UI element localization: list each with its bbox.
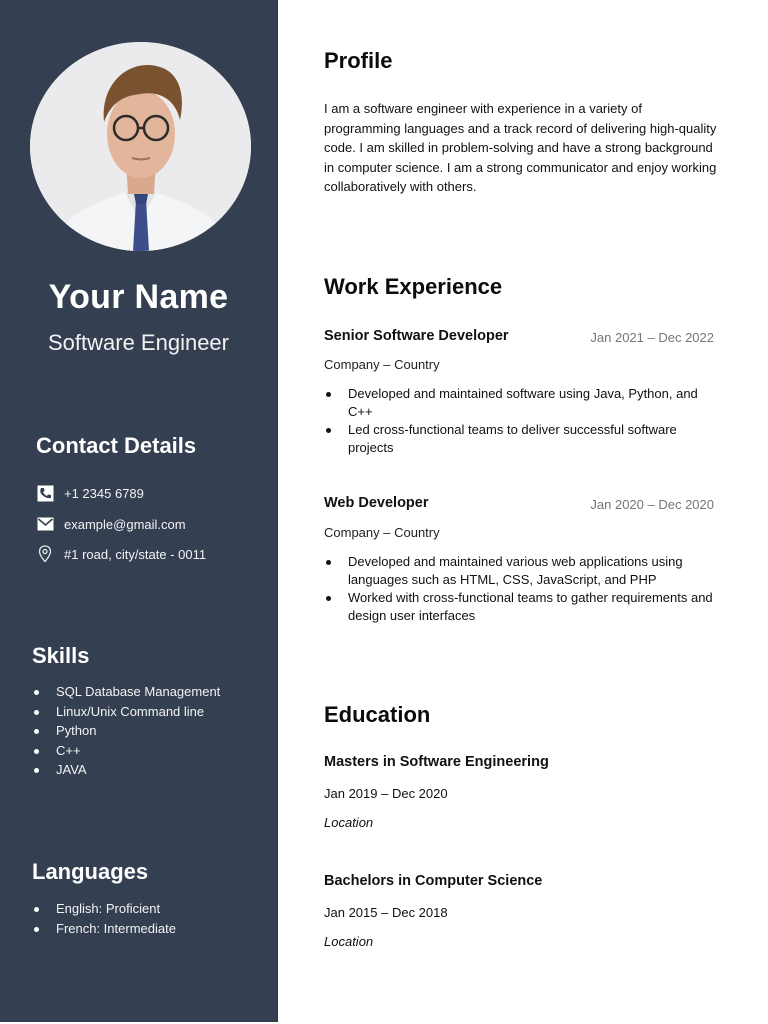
- skills-list: [32, 682, 220, 780]
- languages-list: [32, 899, 176, 938]
- email-icon: [36, 515, 54, 533]
- languages-heading: Languages: [32, 859, 149, 884]
- contact-address-text: #1 road, city/state - 0011: [64, 546, 207, 562]
- contact-heading: Contact Details: [36, 433, 197, 458]
- job-title: Senior Software Developer: [324, 328, 509, 344]
- job-company: Company – Country: [324, 525, 440, 540]
- job-dates: Jan 2021 – Dec 2022: [590, 330, 714, 345]
- education-degree: Masters in Software Engineering: [324, 754, 549, 770]
- skills-heading: Skills: [32, 643, 90, 668]
- education-heading: Education: [324, 702, 431, 727]
- job-title: Web Developer: [324, 495, 429, 511]
- skill-item: Python: [32, 721, 220, 741]
- profile-heading: Profile: [324, 48, 393, 73]
- job-bullet: Worked with cross-functional teams to gather requirements and design user interfaces: [324, 589, 719, 625]
- language-item: English: Proficient: [32, 899, 176, 919]
- job-dates: Jan 2020 – Dec 2020: [590, 497, 714, 512]
- job-bullets: [324, 385, 719, 457]
- profile-photo: [30, 42, 251, 251]
- sidebar: [0, 0, 278, 1022]
- job-company: Company – Country: [324, 357, 440, 372]
- candidate-title: Software Engineer: [48, 330, 229, 355]
- profile-summary: I am a software engineer with experience in a variety of programming languages and a track record of delivering high-quality code. I am skilled in problem-solving and have a strong background in computer science. I am a strong communicator and enjoy working collaboratively with others.: [324, 101, 717, 194]
- contact-email: [36, 515, 186, 533]
- education-dates: Jan 2015 – Dec 2018: [324, 905, 448, 920]
- location-pin-icon: [36, 545, 54, 563]
- job-bullet: Developed and maintained various web applications using languages such as HTML, CSS, JavaScript, and PHP: [324, 553, 719, 589]
- contact-address: [36, 545, 206, 563]
- job-bullets: [324, 553, 719, 625]
- education-degree: Bachelors in Computer Science: [324, 873, 543, 889]
- skill-item: C++: [32, 741, 220, 761]
- skill-item: Linux/Unix Command line: [32, 702, 220, 722]
- phone-icon: [36, 484, 54, 502]
- education-location: Location: [324, 815, 374, 830]
- contact-phone-text: +1 2345 6789: [64, 485, 144, 501]
- education-location: Location: [324, 934, 374, 949]
- skill-item: SQL Database Management: [32, 682, 220, 702]
- job-bullet: Developed and maintained software using Java, Python, and C++: [324, 385, 719, 421]
- contact-email-text: example@gmail.com: [64, 516, 186, 532]
- language-item: French: Intermediate: [32, 919, 176, 939]
- candidate-name: Your Name: [48, 278, 229, 316]
- job-bullet: Led cross-functional teams to deliver successful software projects: [324, 421, 719, 457]
- skill-item: JAVA: [32, 760, 220, 780]
- work-experience-heading: Work Experience: [324, 274, 503, 299]
- contact-phone: [36, 484, 144, 502]
- education-dates: Jan 2019 – Dec 2020: [324, 786, 448, 801]
